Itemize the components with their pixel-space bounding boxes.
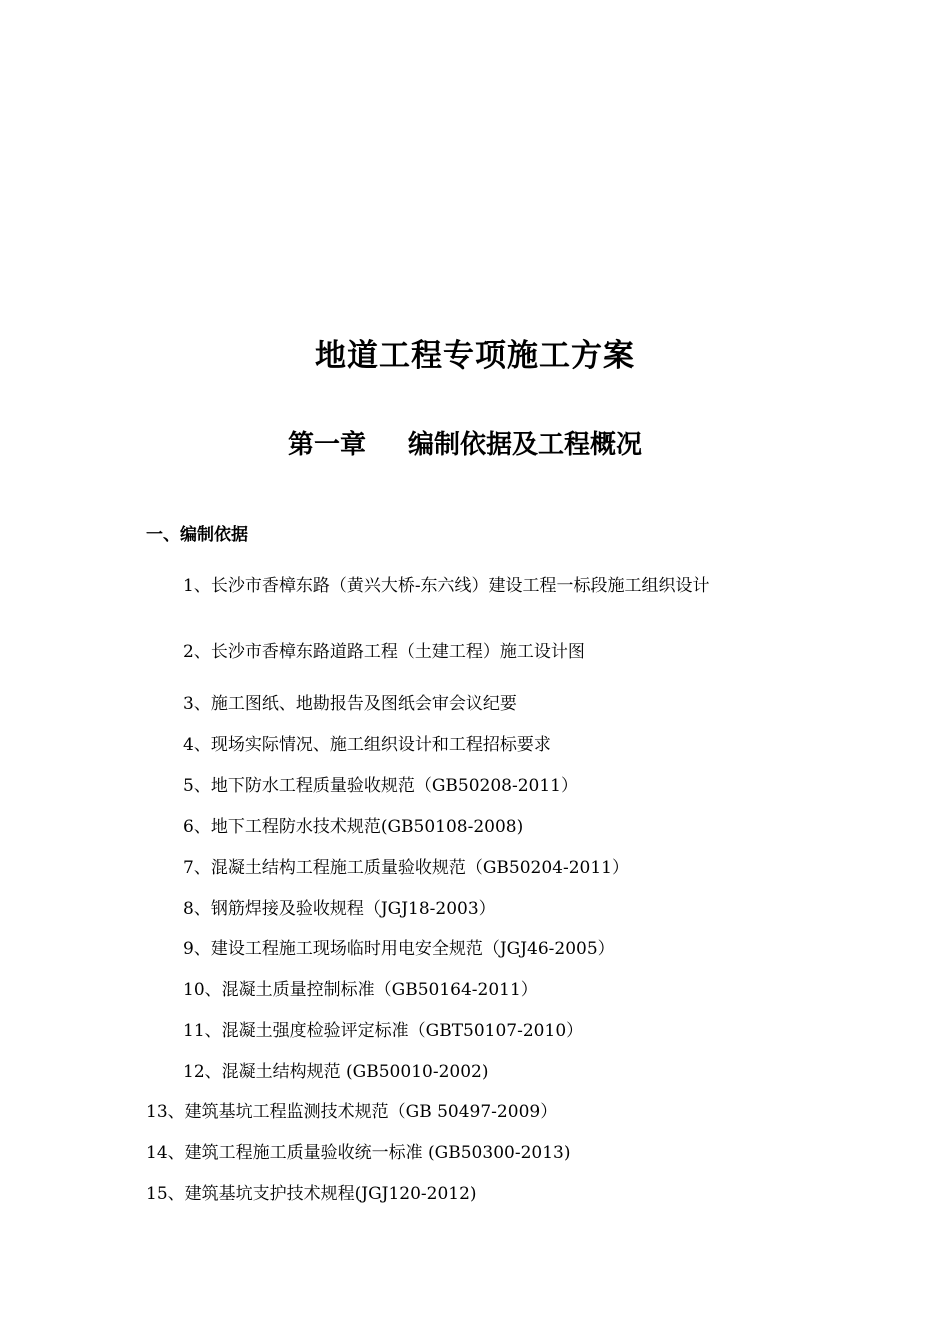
chapter-heading xyxy=(288,424,642,461)
document-title: 地道工程专项施工方案 xyxy=(315,338,635,374)
reference-item: 4、现场实际情况、施工组织设计和工程招标要求 xyxy=(183,735,551,755)
reference-item: 3、施工图纸、地勘报告及图纸会审会议纪要 xyxy=(183,694,517,714)
chapter-title: 编制依据及工程概况 xyxy=(408,430,643,460)
reference-item: 11、混凝土强度检验评定标准（GBT50107-2010） xyxy=(183,1021,584,1041)
reference-item: 10、混凝土质量控制标准（GB50164-2011） xyxy=(183,980,538,1000)
reference-item: 7、混凝土结构工程施工质量验收规范（GB50204-2011） xyxy=(183,858,629,878)
reference-item: 5、地下防水工程质量验收规范（GB50208-2011） xyxy=(183,776,578,796)
reference-item: 14、建筑工程施工质量验收统一标准 (GB50300-2013) xyxy=(146,1143,571,1163)
reference-item: 12、混凝土结构规范 (GB50010-2002) xyxy=(183,1062,489,1082)
reference-item: 6、地下工程防水技术规范(GB50108-2008) xyxy=(183,817,524,837)
reference-item: 2、长沙市香樟东路道路工程（土建工程）施工设计图 xyxy=(183,642,585,662)
reference-item: 8、钢筋焊接及验收规程（JGJ18-2003） xyxy=(183,899,496,919)
reference-item: 15、建筑基坑支护技术规程(JGJ120-2012) xyxy=(146,1184,477,1204)
reference-item: 13、建筑基坑工程监测技术规范（GB 50497-2009） xyxy=(146,1102,558,1122)
reference-item: 1、长沙市香樟东路（黄兴大桥-东六线）建设工程一标段施工组织设计 xyxy=(183,576,710,596)
chapter-number: 第一章 xyxy=(288,430,367,460)
section-heading: 一、编制依据 xyxy=(146,525,248,545)
reference-item: 9、建设工程施工现场临时用电安全规范（JGJ46-2005） xyxy=(183,939,615,959)
